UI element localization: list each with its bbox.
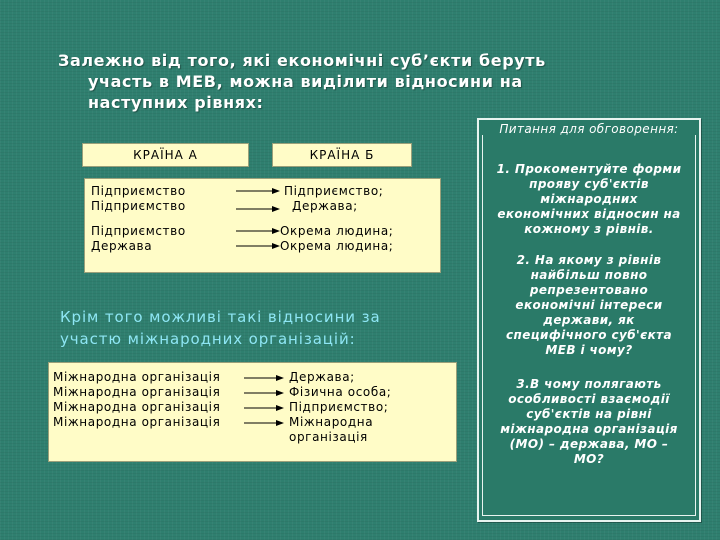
relation-right-item: Держава; xyxy=(292,199,358,213)
question-line: МО? xyxy=(573,452,605,466)
question-line: економічних відносин на xyxy=(497,207,681,221)
arrow-right-icon xyxy=(236,242,280,250)
relation-right-item: Окрема людина; xyxy=(280,239,394,253)
relation-left-item: Підприємство xyxy=(91,184,186,198)
relation-left-item: Міжнародна організація xyxy=(53,400,221,414)
international-orgs-intro xyxy=(60,306,381,350)
country-a-label: КРАЇНА А xyxy=(82,143,249,167)
arrow-right-icon xyxy=(244,404,284,412)
discussion-panel xyxy=(477,118,701,522)
relation-right-item: Держава; xyxy=(289,370,355,384)
relation-left-item: Підприємство xyxy=(91,224,186,238)
question-line: 3.В чому полягають xyxy=(516,377,662,391)
question-line: 1. Прокоментуйте форми xyxy=(496,162,682,176)
country-b-label: КРАЇНА Б xyxy=(272,143,412,167)
arrow-right-icon xyxy=(236,227,280,235)
arrow-right-icon xyxy=(244,419,284,427)
question-line: міжнародних xyxy=(540,192,638,206)
relation-right-item: Міжнародна xyxy=(289,415,374,429)
intl-org-relations-box xyxy=(48,362,457,462)
slide-title xyxy=(58,50,598,113)
discussion-question-1 xyxy=(483,162,695,237)
arrow-right-icon xyxy=(244,374,284,382)
discussion-panel-frame xyxy=(482,122,696,516)
relation-right-item: Підприємство; xyxy=(284,184,384,198)
question-line: (МО) – держава, МО – xyxy=(509,437,669,451)
question-line: кожному з рівнів. xyxy=(524,222,654,236)
relation-right-item: Підприємство; xyxy=(289,400,389,414)
question-line: економічні інтереси xyxy=(515,298,663,312)
question-line: специфічного суб'єкта xyxy=(505,328,673,342)
question-line: МЕВ і чому? xyxy=(545,343,633,357)
relation-right-item: Фізична особа; xyxy=(289,385,392,399)
discussion-question-2 xyxy=(483,253,695,358)
relation-left-item: Підприємство xyxy=(91,199,186,213)
arrow-right-icon xyxy=(236,205,280,213)
question-line: репрезентовано xyxy=(529,283,649,297)
relation-left-item: Міжнародна організація xyxy=(53,385,221,399)
arrow-right-icon xyxy=(244,389,284,397)
title-line: Залежно від того, які економічні суб’єкти беруть xyxy=(58,51,546,70)
intro-line: участю міжнародних організацій: xyxy=(60,330,356,348)
question-line: особливості взаємодії xyxy=(508,392,670,406)
relation-left-item: Міжнародна організація xyxy=(53,415,221,429)
relation-left-item: Міжнародна організація xyxy=(53,370,221,384)
relation-left-item: Держава xyxy=(91,239,153,253)
question-line: держави, як xyxy=(543,313,635,327)
discussion-question-3 xyxy=(483,377,695,467)
relation-right-item: організація xyxy=(289,430,368,444)
title-line: наступних рівнях: xyxy=(88,93,264,112)
question-line: найбільш повно xyxy=(530,268,648,282)
question-line: 2. На якому з рівнів xyxy=(516,253,662,267)
discussion-heading: Питання для обговорення: xyxy=(483,123,695,136)
intro-line: Крім того можливі такі відносини за xyxy=(60,308,381,326)
question-line: суб'єктів на рівні xyxy=(526,407,652,421)
title-line: участь в МЕВ, можна виділити відносини на xyxy=(88,72,523,91)
question-line: прояву суб'єктів xyxy=(529,177,649,191)
question-line: міжнародна організація xyxy=(500,422,678,436)
arrow-right-icon xyxy=(236,187,280,195)
relation-right-item: Окрема людина; xyxy=(280,224,394,238)
country-relations-box xyxy=(84,178,441,273)
